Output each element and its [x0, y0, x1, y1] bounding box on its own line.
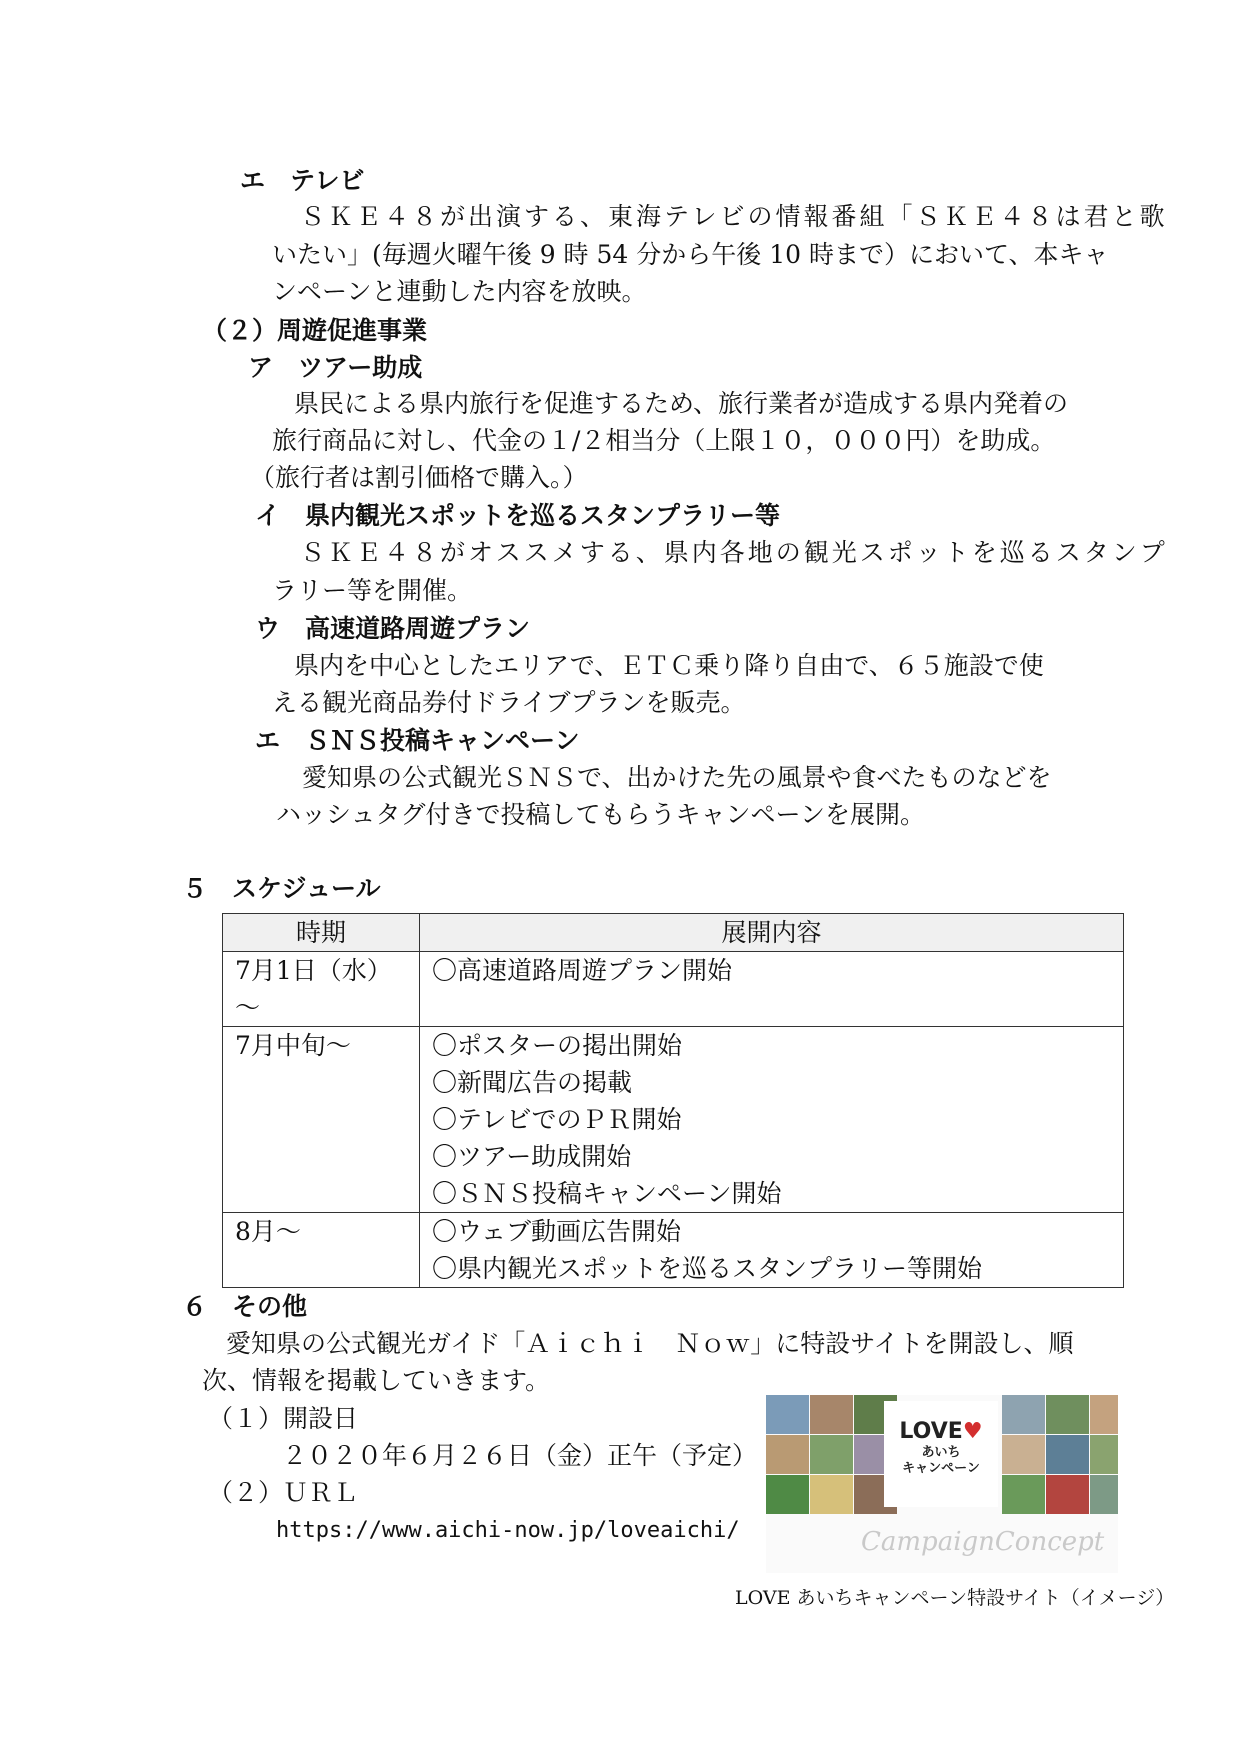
photo-collage [766, 1395, 1118, 1513]
url-label: （２）ＵＲＬ [208, 1478, 359, 1507]
table-row [223, 1027, 1124, 1213]
schedule-item: 〇高速道路周遊プラン開始 [432, 956, 733, 985]
schedule-heading: ５ スケジュール [182, 874, 381, 903]
tv-line-1: ＳＫＥ４８が出演する、東海テレビの情報番組「ＳＫＥ４８は君と歌 [300, 202, 1168, 231]
schedule-items [420, 1027, 1124, 1213]
sec2-u-line-1: 県内を中心としたエリアで、ＥＴＣ乗り降り自由で、６５施設で使 [294, 651, 1044, 680]
campaign-logo [884, 1401, 998, 1507]
sec2-a-line-3: （旅行者は割引価格で購入。） [250, 463, 588, 492]
schedule-header-row [223, 914, 1124, 952]
sec2-u-heading: ウ 高速道路周遊プラン [255, 614, 531, 643]
logo-campaign-text: キャンペーン [902, 1461, 980, 1476]
image-caption: LOVE あいちキャンペーン特設サイト（イメージ） [735, 1587, 1175, 1609]
other-line-1: 愛知県の公式観光ガイド「Ａｉｃｈｉ Ｎｏｗ」に特設サイトを開設し、順 [226, 1329, 1074, 1358]
schedule-item: 〇ウェブ動画広告開始 [432, 1217, 682, 1246]
sec2-i-heading: イ 県内観光スポットを巡るスタンプラリー等 [255, 501, 781, 530]
logo-love-text: LOVE♥ [899, 1419, 983, 1444]
open-date-value: ２０２０年６月２６日（金）正午（予定） [282, 1441, 758, 1470]
sec2-i-line-2: ラリー等を開催。 [272, 576, 473, 605]
tv-line-3: ンペーンと連動した内容を放映。 [272, 277, 647, 306]
schedule-item: 〇ポスターの掲出開始 [432, 1031, 683, 1060]
schedule-item: 〇県内観光スポットを巡るスタンプラリー等開始 [432, 1254, 983, 1283]
sec2-e-line-2: ハッシュタグ付きで投稿してもらうキャンペーンを展開。 [276, 800, 926, 829]
campaign-site-image [766, 1395, 1118, 1573]
sec2-e-heading: エ ＳＮＳ投稿キャンペーン [255, 726, 580, 755]
sec2-a-line-1: 県民による県内旅行を促進するため、旅行業者が造成する県内発着の [294, 389, 1069, 418]
other-heading: ６ その他 [182, 1292, 308, 1321]
sec2-a-heading: ア ツアー助成 [248, 353, 423, 382]
schedule-period: 7月中旬～ [223, 1027, 420, 1213]
schedule-item: 〇ＳＮＳ投稿キャンペーン開始 [432, 1179, 782, 1208]
table-row [223, 952, 1124, 1027]
tv-line-2: いたい」(毎週火曜午後 9 時 54 分から午後 10 時まで）において、本キャ [272, 240, 1109, 269]
schedule-item: 〇テレビでのＰＲ開始 [432, 1105, 682, 1134]
sec2-i-line-1: ＳＫＥ４８がオススメする、県内各地の観光スポットを巡るスタンプ [300, 538, 1168, 567]
url-link[interactable]: https://www.aichi-now.jp/loveaichi/ [276, 1518, 740, 1543]
schedule-items [420, 952, 1124, 1027]
schedule-period: 7月1日（水）～ [223, 952, 420, 1027]
schedule-item: 〇新聞広告の掲載 [432, 1068, 633, 1097]
sec2-heading: （２）周遊促進事業 [202, 316, 428, 345]
sec2-a-line-2: 旅行商品に対し、代金の１/２相当分（上限１０，０００円）を助成。 [272, 426, 1056, 455]
campaign-concept-script: CampaignConcept [861, 1527, 1105, 1557]
open-date-label: （１）開設日 [208, 1404, 359, 1433]
schedule-period: 8月～ [223, 1213, 420, 1288]
schedule-table [222, 913, 1124, 1288]
tv-heading: エ テレビ [240, 166, 365, 195]
sec2-u-line-2: える観光商品券付ドライブプランを販売。 [272, 688, 746, 717]
schedule-col-content: 展開内容 [420, 914, 1124, 952]
logo-aichi-text: あいち [921, 1445, 961, 1460]
other-line-2: 次、情報を掲載していきます。 [202, 1366, 551, 1395]
table-row [223, 1213, 1124, 1288]
schedule-items [420, 1213, 1124, 1288]
schedule-col-period: 時期 [223, 914, 420, 952]
heart-icon: ♥ [962, 1419, 983, 1444]
sec2-e-line-1: 愛知県の公式観光ＳＮＳで、出かけた先の風景や食べたものなどを [302, 763, 1052, 792]
schedule-item: 〇ツアー助成開始 [432, 1142, 632, 1171]
